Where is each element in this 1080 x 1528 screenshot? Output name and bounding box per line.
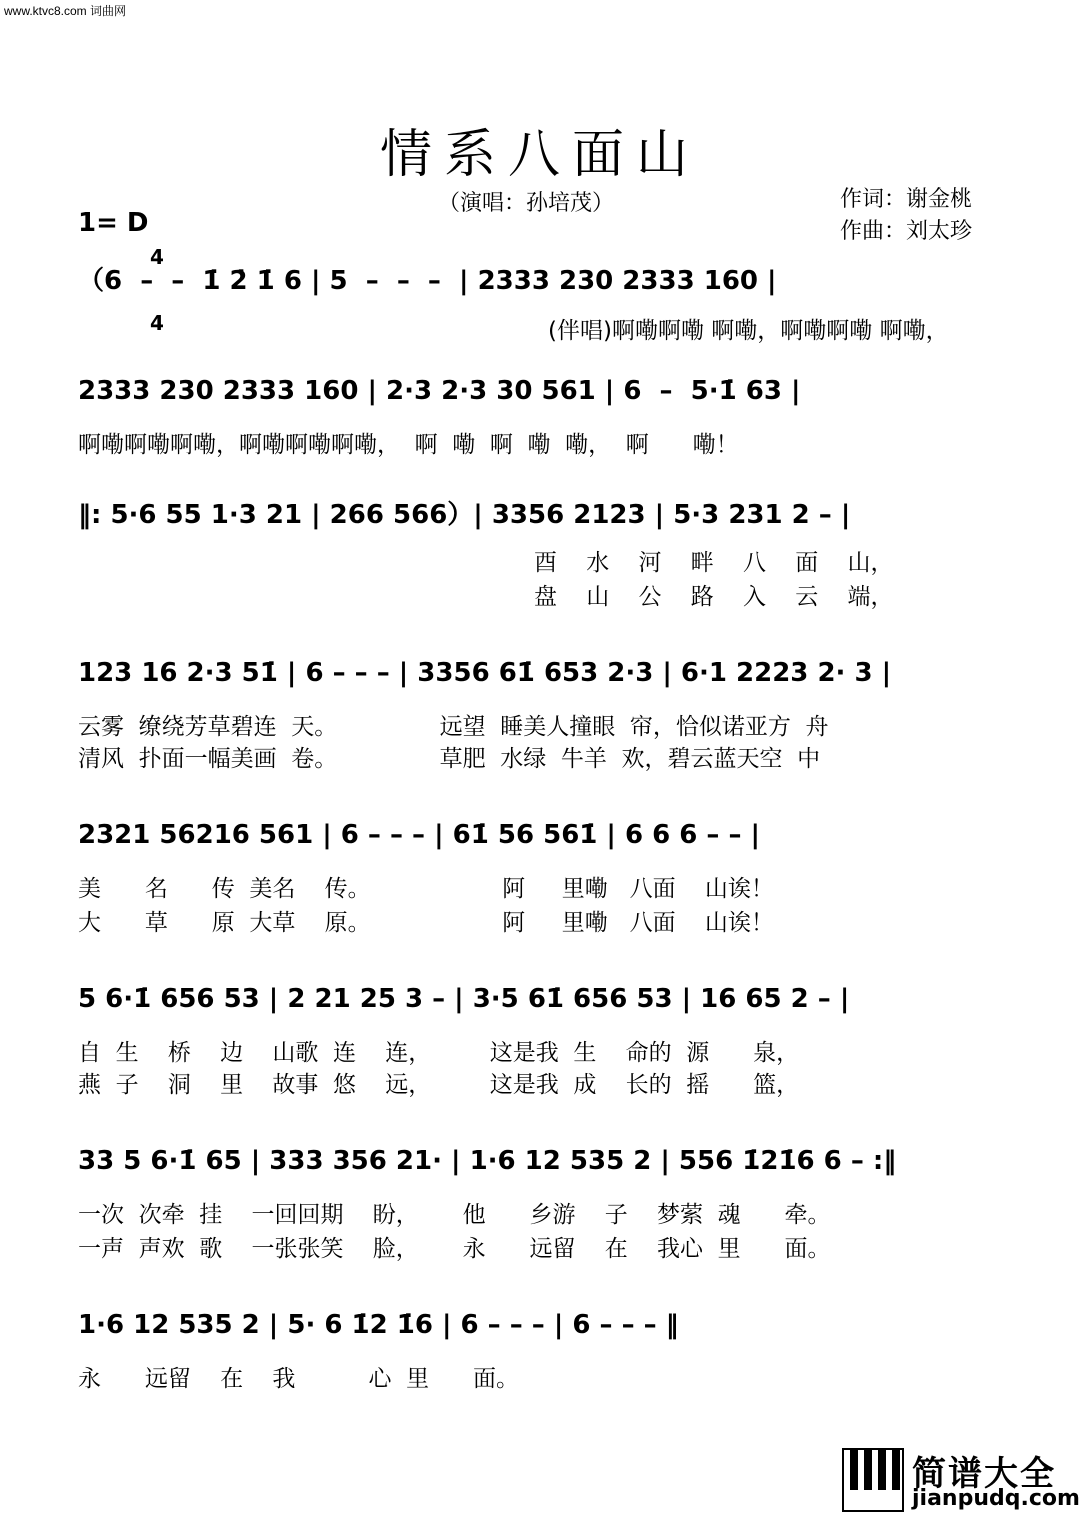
logo-name: 简谱大全: [912, 1454, 1056, 1494]
notation-system-6: 5 6·1̇ 656 53 | 2 21 25 3 – | 3·5 61̇ 656 53 | 16 65 2 – |: [78, 984, 850, 1014]
lyric-line-7-1: 一次 次牵 挂 一回回期 盼， 他 乡游 子 梦萦 魂 牵。: [78, 1202, 831, 1228]
lyric-line-3-2: 盘 山 公 路 入 云 端，: [534, 584, 894, 610]
lyric-line-5-1: 美 名 传 美名 传。 阿 里嘞 八面 山诶！: [78, 876, 774, 902]
lyric-line-8-1: 永 远留 在 我 心 里 面。: [78, 1366, 519, 1392]
lyric-line-1-1: (伴唱)啊嘞啊嘞 啊嘞，啊嘞啊嘞 啊嘞，: [548, 318, 949, 344]
composer-credit: 作曲：刘太珍: [840, 219, 973, 244]
key-signature: 1= D: [78, 208, 149, 238]
time-signature-bottom: 4: [150, 311, 164, 335]
time-signature-top: 4: [150, 245, 164, 269]
lyric-line-3-1: 酉 水 河 畔 八 面 山，: [534, 550, 894, 576]
piano-icon: [842, 1448, 904, 1512]
site-logo: [842, 1442, 1080, 1522]
notation-system-8: 1·6 12 535 2 | 5· 6 1̇2 1̇6 | 6 – – – | 6 – – – ‖: [78, 1310, 679, 1340]
lyric-line-6-2: 燕 子 洞 里 故事 悠 远， 这是我 成 长的 摇 篮，: [78, 1072, 800, 1098]
lyric-line-5-2: 大 草 原 大草 原。 阿 里嘞 八面 山诶！: [78, 910, 774, 936]
notation-system-7: 33 5 6·1̇ 65 | 333 356 21· | 1·6 12 535 2 | 556 1̇21̇6 6 – :‖: [78, 1146, 897, 1176]
lyric-line-4-2: 清风 扑面一幅美画 卷。 草肥 水绿 牛羊 欢，碧云蓝天空 中: [78, 746, 821, 772]
lyric-line-2-1: 啊嘞啊嘞啊嘞，啊嘞啊嘞啊嘞， 啊 嘞 啊 嘞 嘞， 啊 嘞！: [78, 432, 739, 458]
singer-credit: （演唱：孙培茂）: [438, 191, 615, 216]
notation-system-1: （6 – – 1̇ 2̇ 1̇ 6 | 5 – – – | 2333 230 2333 160 |: [78, 266, 777, 296]
lyric-line-6-1: 自 生 桥 边 山歌 连 连， 这是我 生 命的 源 泉，: [78, 1040, 800, 1066]
lyricist-credit: 作词：谢金桃: [840, 187, 973, 212]
lyric-line-4-1: 云雾 缭绕芳草碧连 天。 远望 睡美人撞眼 帘，恰似诺亚方 舟: [78, 714, 829, 740]
notation-system-5: 2321 56216 561 | 6 – – – | 61̇ 56 561̇ | 6 6 6 – – |: [78, 820, 761, 850]
notation-system-2: 2333 230 2333 160 | 2·3 2·3 30 561 | 6 – 5·1̇ 63 |: [78, 376, 801, 406]
lyric-line-7-2: 一声 声欢 歌 一张张笑 脸， 永 远留 在 我心 里 面。: [78, 1236, 831, 1262]
logo-url: jianpudq.com: [912, 1486, 1080, 1511]
notation-system-4: 123 16 2·3 51̇ | 6 – – – | 3356 61̇ 653 2·3 | 6·1 2223 2· 3 |: [78, 658, 892, 688]
song-title: 情系八面山: [379, 125, 700, 185]
notation-system-3: ‖: 5·6 55 1·3 21 | 266 566）| 3356 2123 | 5·3 231 2 – |: [78, 500, 851, 530]
watermark: www.ktvc8.com 词曲网: [4, 4, 127, 18]
